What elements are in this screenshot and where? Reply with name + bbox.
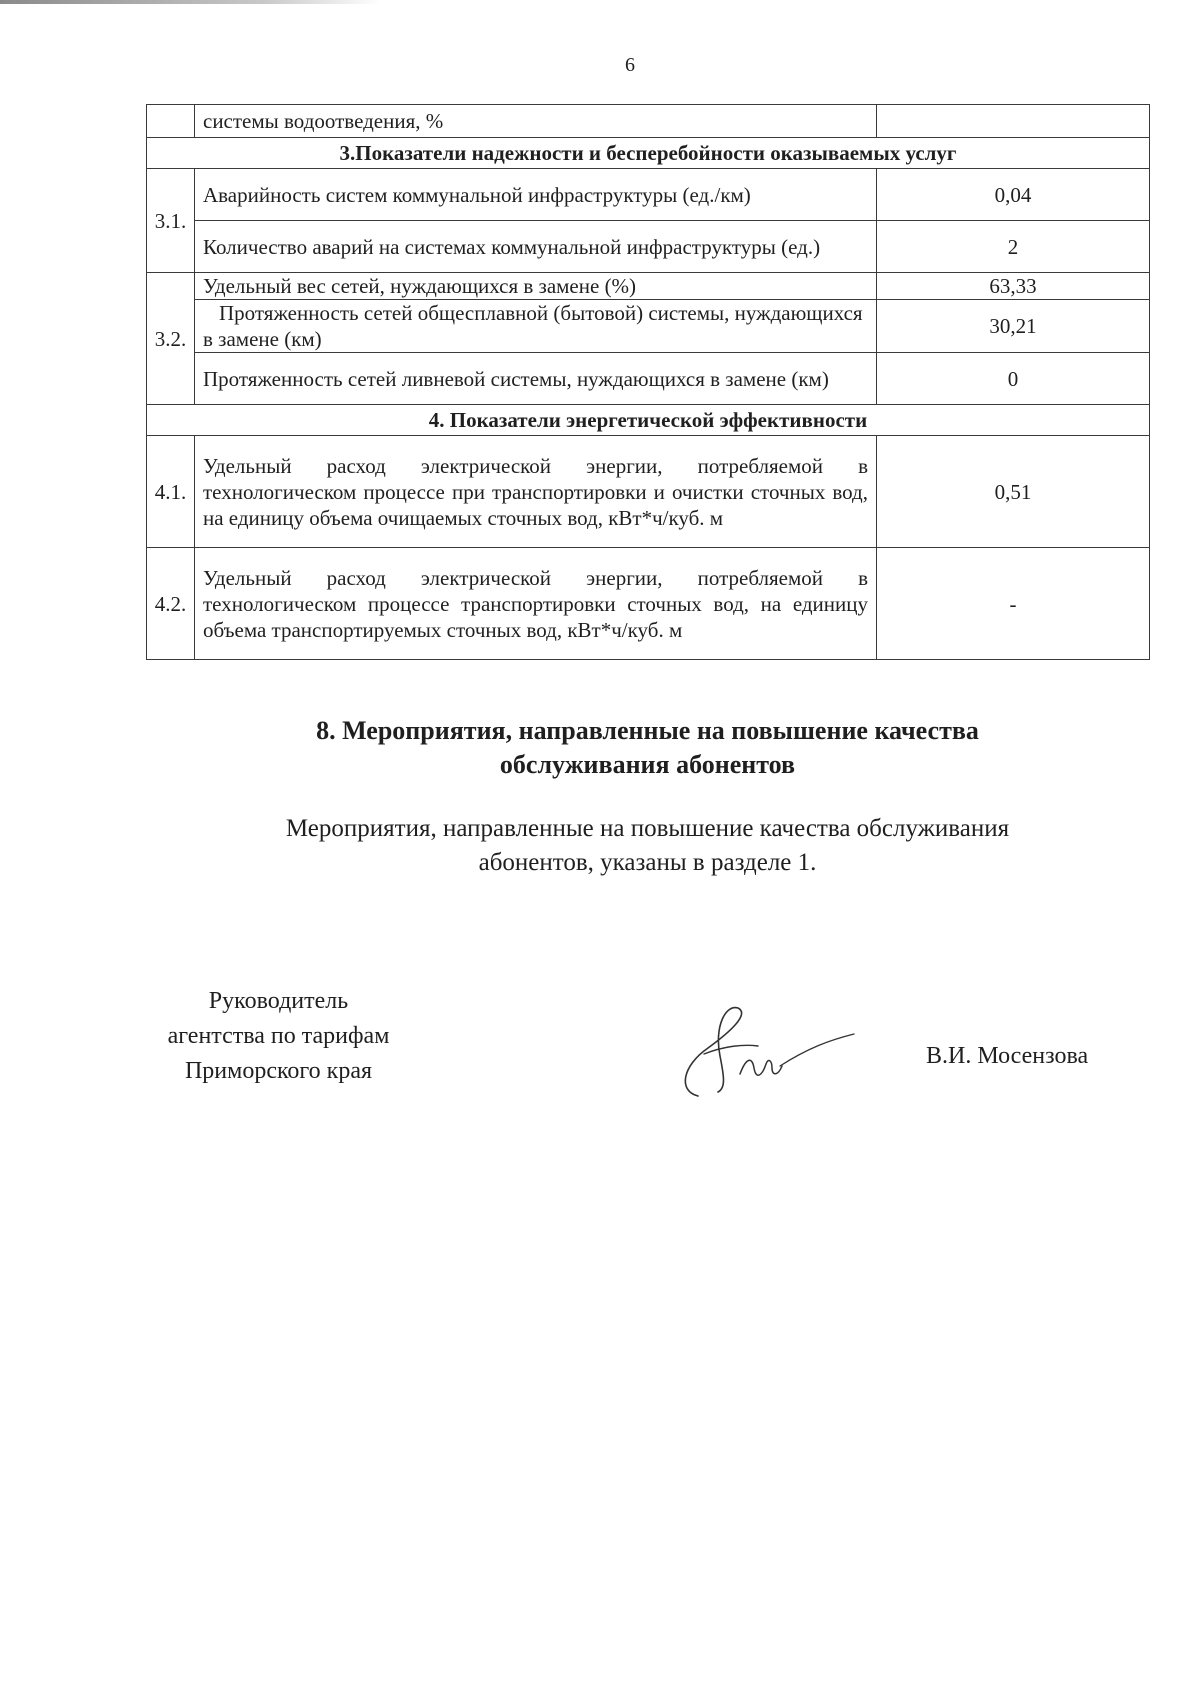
indicator-value-cell: 63,33: [877, 273, 1150, 300]
section-header-row: [147, 138, 1150, 169]
row-number-cell: 4.1.: [147, 436, 195, 548]
signer-title: [146, 984, 411, 1089]
row-number-cell: [147, 105, 195, 138]
section-3-title: 3.Показатели надежности и бесперебойности оказываемых услуг: [147, 138, 1150, 169]
indicator-text-cell: Количество аварий на системах коммунальной инфраструктуры (ед.): [195, 221, 877, 273]
table-row: [147, 169, 1150, 221]
section-8-heading-line: обслуживания абонентов: [499, 750, 796, 779]
indicator-value-cell: 0,51: [877, 436, 1150, 548]
table-row: [147, 300, 1150, 353]
signer-name: В.И. Мосензова: [926, 1043, 1089, 1069]
section-8-body: [146, 812, 1149, 880]
page-number: 6: [625, 54, 635, 76]
indicator-value-cell: 0: [877, 353, 1150, 405]
row-number-cell: 3.2.: [147, 273, 195, 405]
signer-title-line: Руководитель: [208, 988, 349, 1014]
table-row: [147, 221, 1150, 273]
section-8-heading: [146, 714, 1149, 782]
indicators-table: [146, 104, 1150, 660]
handwritten-signature: [668, 996, 858, 1106]
section-header-row: [147, 405, 1150, 436]
section-4-title: 4. Показатели энергетической эффективности: [147, 405, 1150, 436]
indicator-text-cell: Протяженность сетей общесплавной (бытовой) системы, нуждающихся в замене (км): [195, 300, 877, 353]
indicator-value-cell: 0,04: [877, 169, 1150, 221]
row-number-cell: 3.1.: [147, 169, 195, 273]
indicator-value-cell: 2: [877, 221, 1150, 273]
table-row: [147, 105, 1150, 138]
section-8-heading-line: 8. Мероприятия, направленные на повышение качества: [316, 716, 979, 745]
section-8-body-line: абонентов, указаны в разделе 1.: [478, 849, 817, 876]
signer-title-line: агентства по тарифам: [167, 1023, 390, 1049]
indicator-text-cell: Удельный вес сетей, нуждающихся в замене (%): [195, 273, 877, 300]
table-row: [147, 273, 1150, 300]
indicator-text-cell: Протяженность сетей ливневой системы, нуждающихся в замене (км): [195, 353, 877, 405]
indicator-text-cell: Удельный расход электрической энергии, потребляемой в технологическом процессе при транспортировки и очистки сточных вод, на единицу объема очищаемых сточных вод, кВт*ч/куб. м: [195, 436, 877, 548]
table-row: [147, 353, 1150, 405]
indicator-text-cell: системы водоотведения, %: [195, 105, 877, 138]
indicator-text-cell: Удельный расход электрической энергии, потребляемой в технологическом процессе транспортировки сточных вод, на единицу объема транспортируемых сточных вод, кВт*ч/куб. м: [195, 548, 877, 660]
indicator-value-cell: -: [877, 548, 1150, 660]
row-number-cell: 4.2.: [147, 548, 195, 660]
signer-title-line: Приморского края: [184, 1058, 373, 1084]
table-row: [147, 436, 1150, 548]
section-8-body-line: Мероприятия, направленные на повышение качества обслуживания: [285, 815, 1010, 842]
indicator-value-cell: 30,21: [877, 300, 1150, 353]
table-row: [147, 548, 1150, 660]
indicator-text-cell: Аварийность систем коммунальной инфраструктуры (ед./км): [195, 169, 877, 221]
indicator-value-cell: [877, 105, 1150, 138]
scan-edge-artifact: [0, 0, 380, 4]
